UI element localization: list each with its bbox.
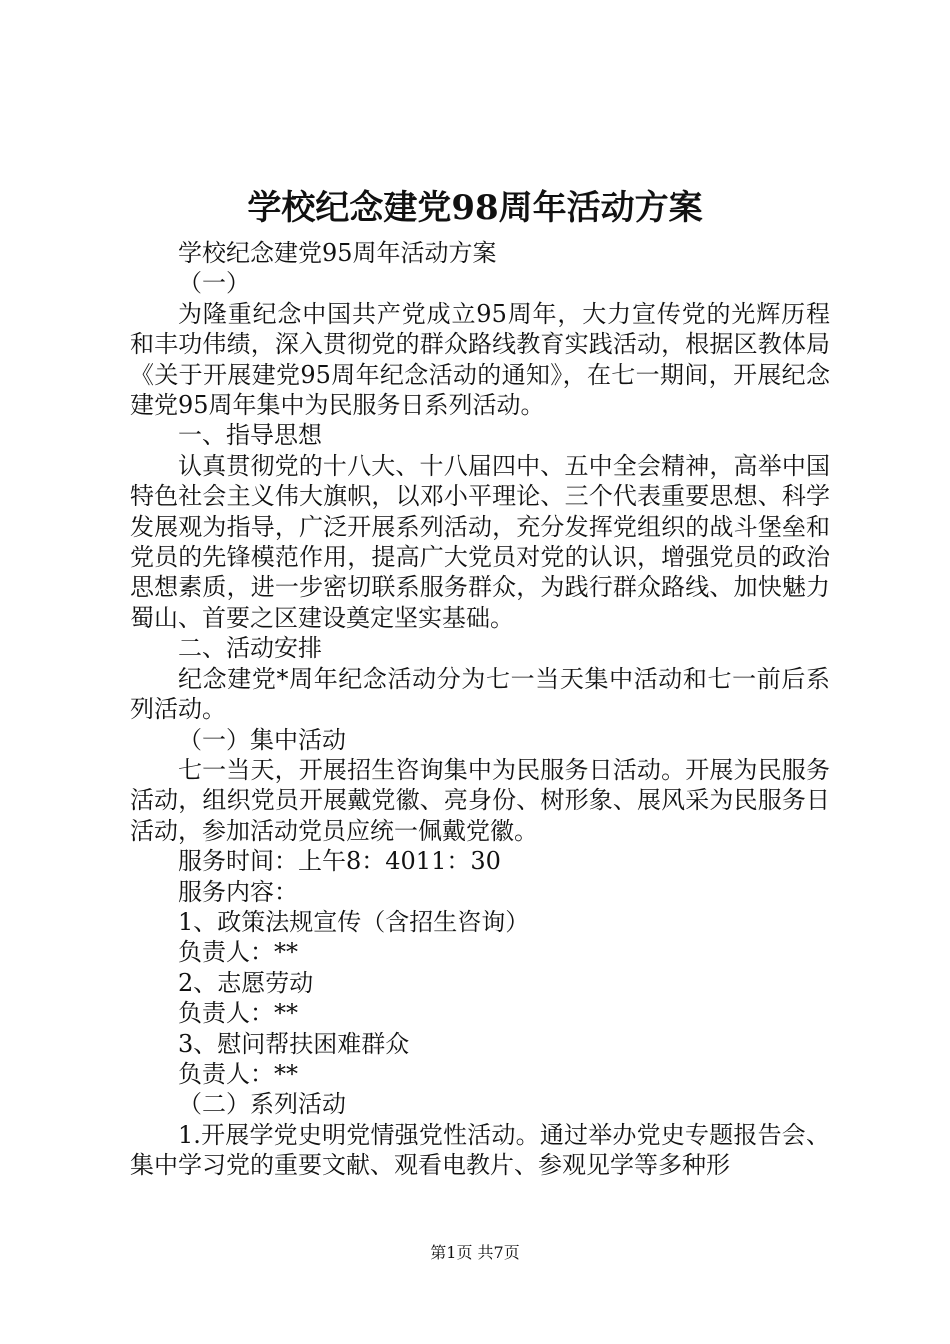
service-item: 2、志愿劳动	[178, 968, 314, 997]
responsible-person-line: 负责人：**	[178, 1059, 298, 1088]
subsection-heading-series-activity: （二）系列活动	[178, 1090, 346, 1119]
guiding-thought-paragraph: 认真贯彻党的十八大、十八届四中、五中全会精神，高举中国特色社会主义伟大旗帜，以邓小平理论、三个代表重要思想、科学发展观为指导，广泛开展系列活动，充分发挥党组织的战斗堡垒和党员的先锋模范作用，提高广大党员对党的认识，增强党员的政治思想素质，进一步密切联系服务群众，为践行群众路线、加快魅力蜀山、首要之区建设奠定坚实基础。	[130, 451, 830, 632]
service-item: 1、政策法规宣传（含招生咨询）	[178, 907, 530, 936]
arrangement-paragraph: 纪念建党*周年纪念活动分为七一当天集中活动和七一前后系列活动。	[130, 664, 830, 724]
responsible-person-line: 负责人：**	[178, 938, 298, 967]
section-marker: （一）	[178, 269, 250, 298]
subsection-heading-central-activity: （一）集中活动	[178, 725, 346, 754]
section-heading-guiding-thought: 一、指导思想	[178, 421, 322, 450]
subtitle-paragraph: 学校纪念建党95周年活动方案	[178, 239, 497, 267]
service-time-line: 服务时间：上午8：4011：30	[178, 847, 501, 876]
series-activity-paragraph: 1.开展学党史明党情强党性活动。通过举办党史专题报告会、集中学习党的重要文献、观看电教片、参观见学等多种形	[130, 1120, 830, 1180]
intro-paragraph: 为隆重纪念中国共产党成立95周年，大力宣传党的光辉历程和丰功伟绩，深入贯彻党的群众路线教育实践活动，根据区教体局《关于开展建党95周年纪念活动的通知》，在七一期间，开展纪念建党95周年集中为民服务日系列活动。	[130, 299, 830, 420]
document-body	[130, 238, 830, 1181]
section-heading-activity-arrangement: 二、活动安排	[178, 634, 322, 663]
document-title: 学校纪念建党98周年活动方案	[247, 188, 703, 228]
service-item: 3、慰问帮扶困难群众	[178, 1029, 410, 1058]
central-activity-paragraph: 七一当天，开展招生咨询集中为民服务日活动。开展为民服务活动，组织党员开展戴党徽、亮身份、树形象、展风采为民服务日活动，参加活动党员应统一佩戴党徽。	[130, 755, 830, 845]
page-number-footer: 第1页 共7页	[430, 1243, 520, 1262]
responsible-person-line: 负责人：**	[178, 999, 298, 1028]
service-content-line: 服务内容：	[178, 877, 298, 906]
